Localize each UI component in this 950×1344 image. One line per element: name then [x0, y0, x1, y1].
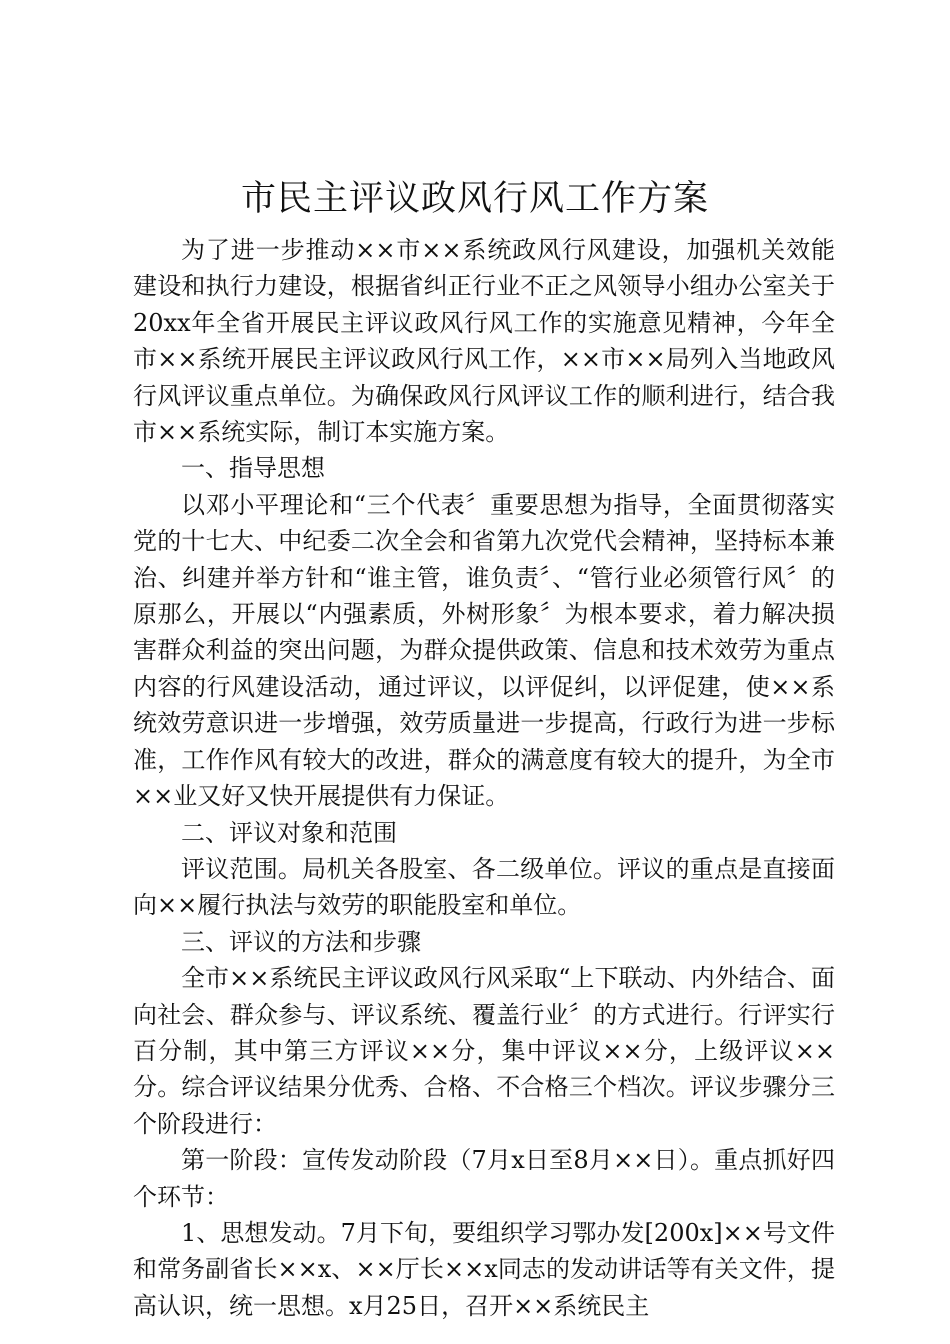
document-title: 市民主评议政风行风工作方案 [240, 179, 709, 219]
document-body [133, 232, 835, 1324]
section-heading-methods: 三、评议的方法和步骤 [181, 927, 421, 956]
step-one-paragraph: 1、思想发动。7月下旬，要组织学习鄂办发[200x]××号文件和常务副省长××x、××厅长××x同志的发动讲话等有关文件，提高认识，统一思想。x月25日，召开××系统民主 [133, 1218, 835, 1320]
scope-paragraph: 评议范围。局机关各股室、各二级单位。评议的重点是直接面向××履行执法与效劳的职能股室和单位。 [133, 854, 835, 920]
section-heading-guiding-thought: 一、指导思想 [181, 454, 325, 483]
phase-one-paragraph: 第一阶段：宣传发动阶段（7月x日至8月××日）。重点抓好四个环节： [133, 1146, 835, 1211]
methods-paragraph: 全市××系统民主评议政风行风采取“上下联动、内外结合、面向社会、群众参与、评议系统、覆盖行业〞的方式进行。行评实行百分制，其中第三方评议××分，集中评议××分，上级评议××分。综合评议结果分优秀、合格、不合格三个档次。评议步骤分三个阶段进行： [133, 964, 835, 1138]
intro-paragraph: 为了进一步推动××市××系统政风行风建设，加强机关效能建设和执行力建设，根据省纠正行业不正之风领导小组办公室关于20xx年全省开展民主评议政风行风工作的实施意见精神，今年全市××系统开展民主评议政风行风工作，××市××局列入当地政风行风评议重点单位。为确保政风行风评议工作的顺利进行，结合我市××系统实际，制订本实施方案。 [133, 236, 835, 447]
section-heading-scope: 二、评议对象和范围 [181, 818, 397, 847]
guiding-thought-paragraph: 以邓小平理论和“三个代表〞重要思想为指导，全面贯彻落实党的十七大、中纪委二次全会和省第九次党代会精神，坚持标本兼治、纠建并举方针和“谁主管，谁负责〞、“管行业必须管行风〞的原那么，开展以“内强素质，外树形象〞为根本要求，着力解决损害群众利益的突出问题，为群众提供政策、信息和技术效劳为重点内容的行风建设活动，通过评议，以评促纠，以评促建，使××系统效劳意识进一步增强，效劳质量进一步提高，行政行为进一步标准，工作作风有较大的改进，群众的满意度有较大的提升，为全市××业又好又快开展提供有力保证。 [133, 490, 835, 811]
